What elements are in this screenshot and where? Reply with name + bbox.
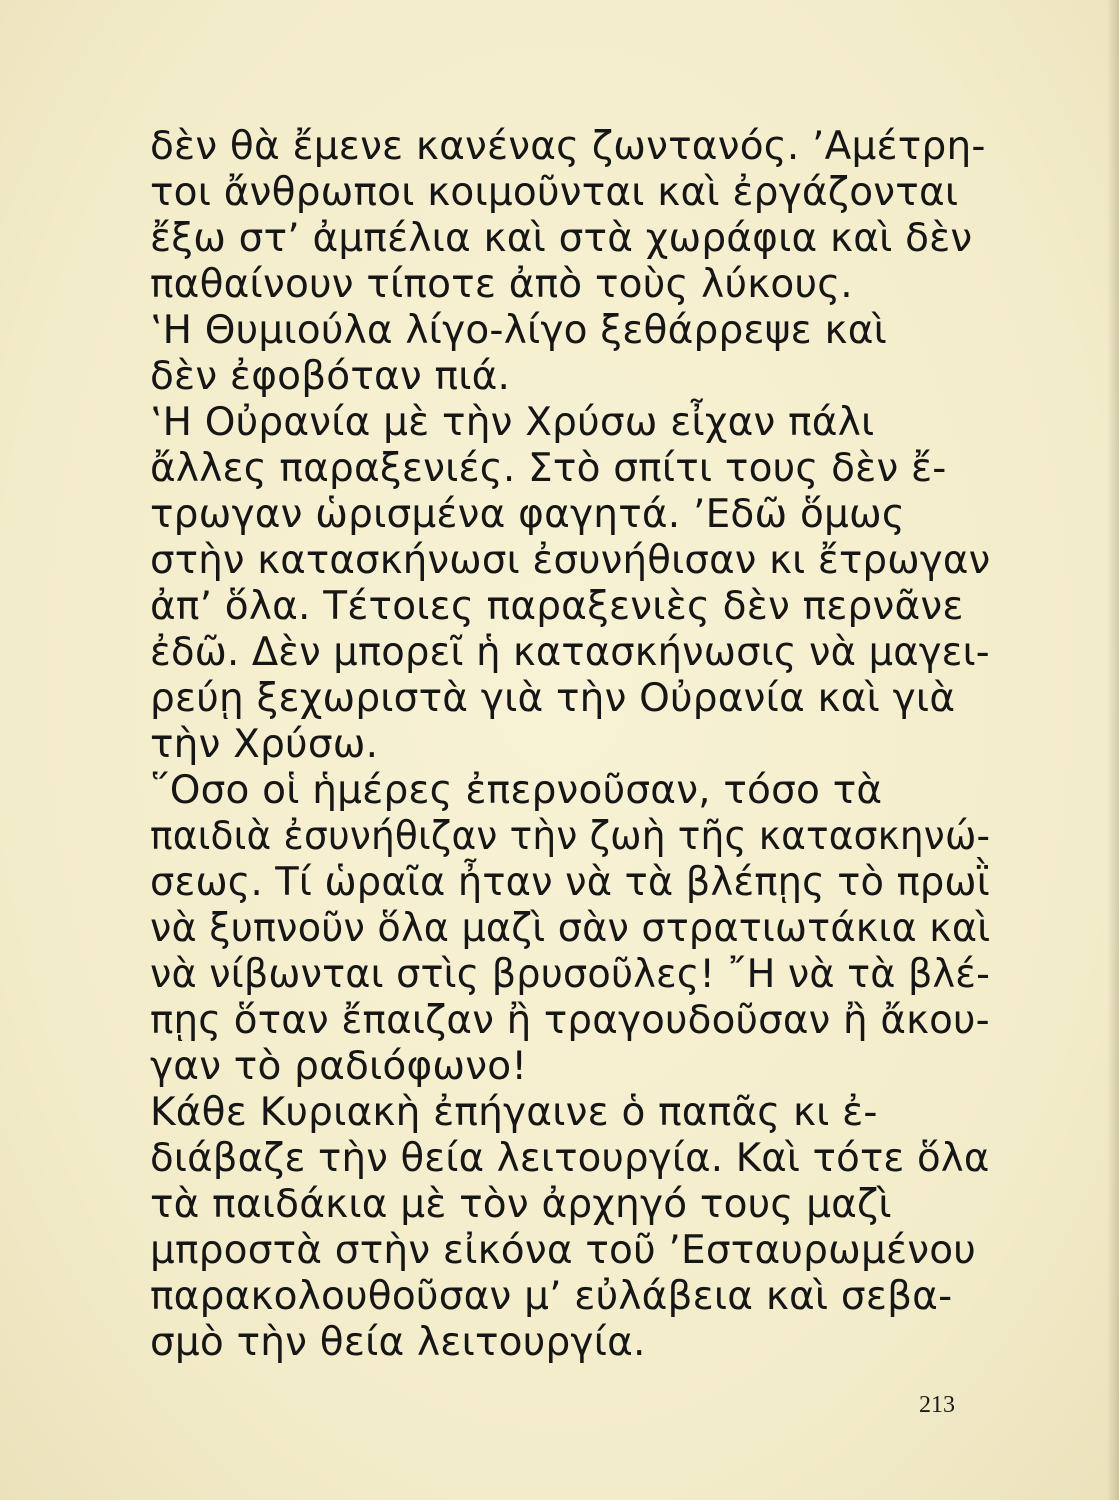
- text-line: τὰ παιδάκια μὲ τὸν ἀρχηγό τους μαζὶ: [150, 1182, 892, 1227]
- text-line: μπροστὰ στὴν εἰκόνα τοῦ ’Εσταυρωμένου: [150, 1228, 977, 1273]
- text-line: γαν τὸ ραδιόφωνο!: [150, 1044, 528, 1089]
- text-line: ἔξω στ’ ἀμπέλια καὶ στὰ χωράφια καὶ δὲν: [150, 216, 973, 261]
- text-line: ἐδῶ. Δὲν μπορεῖ ἡ κατασκήνωσις νὰ μαγει-: [150, 630, 990, 675]
- text-line: πῃς ὅταν ἔπαιζαν ἢ τραγουδοῦσαν ἢ ἄκου-: [150, 998, 990, 1043]
- text-line: νὰ νίβωνται στὶς βρυσοῦλες! ῎Η νὰ τὰ βλέ-: [150, 952, 991, 997]
- text-line: ‛Η Θυμιούλα λίγο-λίγο ξεθάρρεψε καὶ: [150, 308, 887, 353]
- text-line: σμὸ τὴν θεία λειτουργία.: [150, 1320, 646, 1365]
- text-line: παρακολουθοῦσαν μ’ εὐλάβεια καὶ σεβα-: [150, 1274, 953, 1319]
- text-line: δὲν ἐφοβόταν πιά.: [150, 354, 511, 399]
- text-line: τὴν Χρύσω.: [150, 722, 379, 767]
- page-edge-shadow: [1107, 0, 1119, 1500]
- text-line: ‛Η Οὐρανία μὲ τὴν Χρύσω εἶχαν πάλι: [150, 400, 875, 445]
- text-line: παιδιὰ ἐσυνήθιζαν τὴν ζωὴ τῆς κατασκηνώ-: [150, 814, 991, 859]
- text-line: δὲν θὰ ἔμενε κανένας ζωντανός. ’Αμέτρη-: [150, 124, 986, 169]
- text-line: παθαίνουν τίποτε ἀπὸ τοὺς λύκους.: [150, 262, 853, 307]
- text-line: Κάθε Κυριακὴ ἐπήγαινε ὁ παπᾶς κι ἐ-: [150, 1090, 878, 1135]
- text-line: διάβαζε τὴν θεία λειτουργία. Καὶ τότε ὅλα: [150, 1136, 990, 1181]
- text-line: τρωγαν ὡρισμένα φαγητά. ’Εδῶ ὅμως: [150, 492, 905, 537]
- text-line: ἀπ’ ὅλα. Τέτοιες παραξενιὲς δὲν περνᾶνε: [150, 584, 964, 629]
- text-line: ἄλλες παραξενιές. Στὸ σπίτι τους δὲν ἔ-: [150, 446, 947, 491]
- text-line: τοι ἄνθρωποι κοιμοῦνται καὶ ἐργάζονται: [150, 170, 959, 215]
- text-line: σεως. Τί ὡραῖα ἦταν νὰ τὰ βλέπῃς τὸ πρωῒ: [150, 860, 990, 905]
- page-number: 213: [919, 1392, 955, 1418]
- text-line: ῞Οσο οἱ ἡμέρες ἐπερνοῦσαν, τόσο τὰ: [150, 768, 883, 813]
- text-line: νὰ ξυπνοῦν ὅλα μαζὶ σὰν στρατιωτάκια καὶ: [150, 906, 991, 951]
- text-line: ρεύῃ ξεχωριστὰ γιὰ τὴν Οὐρανία καὶ γιὰ: [150, 676, 956, 721]
- text-line: στὴν κατασκήνωσι ἐσυνήθισαν κι ἔτρωγαν: [150, 538, 991, 583]
